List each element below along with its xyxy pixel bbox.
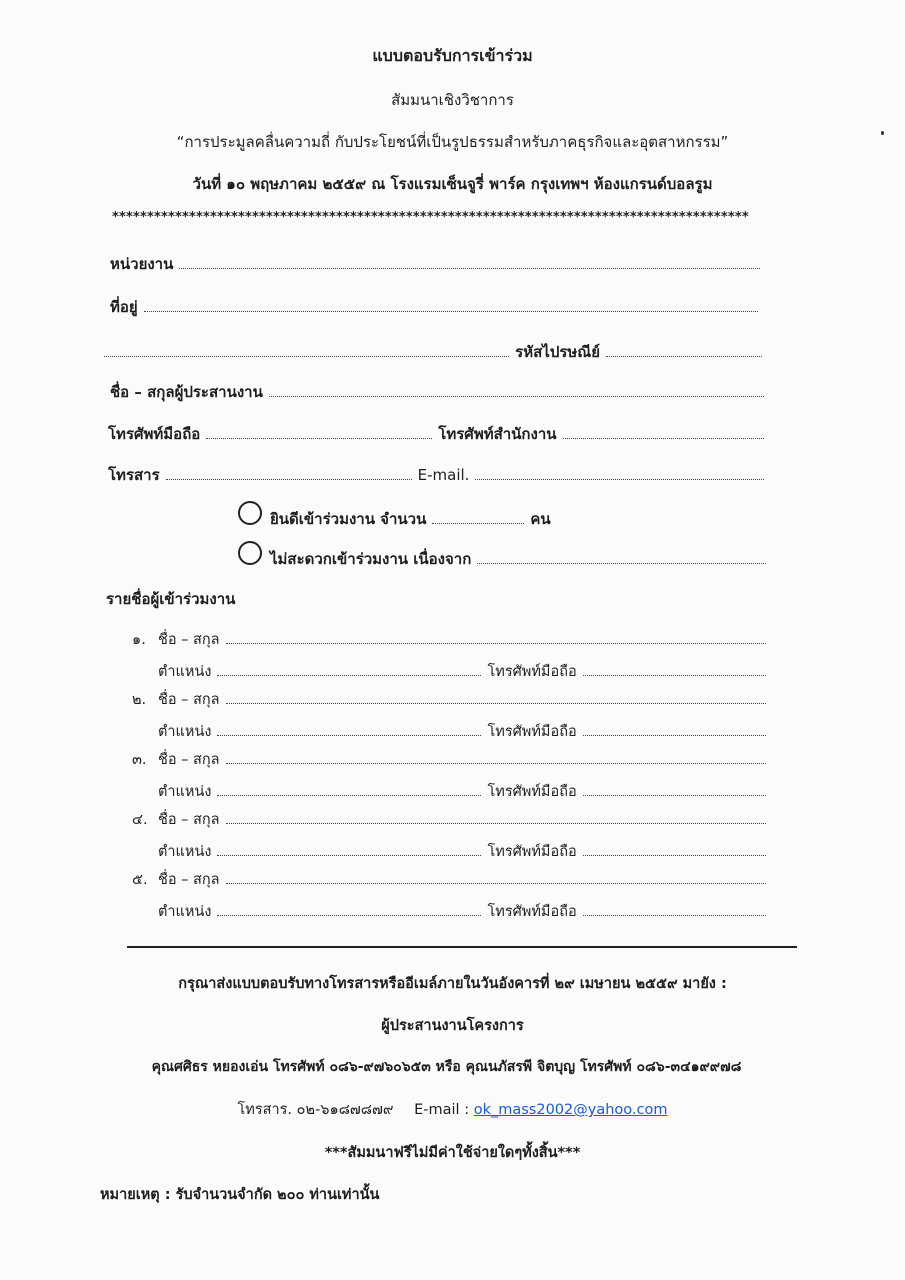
postal-code-field[interactable] (606, 342, 762, 357)
participant-4-name-row (132, 808, 772, 831)
form-title: แบบตอบรับการเข้าร่วม (372, 46, 533, 65)
coordinator-field[interactable] (269, 382, 764, 397)
participant-4-position-field[interactable] (217, 841, 481, 856)
email-label: E-mail : (414, 1102, 470, 1118)
participant-3-position-row (158, 780, 772, 803)
position-label: ตำแหน่ง (158, 784, 212, 800)
fax-email-row (108, 463, 770, 487)
participant-number: ๕. (132, 872, 148, 888)
fax-label: โทรสาร (108, 466, 160, 484)
coordinator-contacts: คุณศศิธร หยองเอ่น โทรศัพท์ ๐๘๖-๙๗๖๐๖๕๓ หรือ คุณนภัสรพี จิตบุญ โทรศัพท์ ๐๘๖-๓๔๑๙๙๗๘ (151, 1059, 742, 1075)
free-seminar-note: ***สัมมนาฟรีไม่มีค่าใช้จ่ายใดๆทั้งสิ้น*** (324, 1145, 581, 1161)
participant-1-name-row (132, 628, 772, 651)
mobile-label: โทรศัพท์มือถือ (487, 784, 577, 800)
participant-2-mobile-field[interactable] (583, 721, 766, 736)
name-label: ชื่อ – สกุล (158, 692, 220, 708)
position-label: ตำแหน่ง (158, 724, 212, 740)
event-details: วันที่ ๑๐ พฤษภาคม ๒๕๕๙ ณ โรงแรมเซ็นจูรี่ พาร์ค กรุงเทพฯ ห้องแกรนด์บอลรูม (192, 175, 713, 193)
seminar-topic: “การประมูลคลื่นความถี่ กับประโยชน์ที่เป็นรูปธรรมสำหรับภาคธุรกิจและอุตสาหกรรม” (176, 133, 729, 151)
address-field[interactable] (144, 297, 758, 312)
name-label: ชื่อ – สกุล (158, 872, 220, 888)
participants-heading: รายชื่อผู้เข้าร่วมงาน (106, 590, 236, 608)
mobile-label: โทรศัพท์มือถือ (487, 724, 577, 740)
decline-row (270, 547, 772, 571)
mobile-label: โทรศัพท์มือถือ (487, 844, 577, 860)
postal-code-label: รหัสไปรษณีย์ (515, 343, 600, 361)
participant-1-mobile-field[interactable] (583, 661, 766, 676)
attend-label: ยินดีเข้าร่วมงาน จำนวน (270, 510, 427, 528)
participant-3-mobile-field[interactable] (583, 781, 766, 796)
mobile-label: โทรศัพท์มือถือ (108, 425, 201, 443)
agency-row (110, 252, 766, 276)
office-phone-field[interactable] (563, 424, 764, 439)
participant-3-name-field[interactable] (226, 749, 766, 764)
remark-note: หมายเหตุ : รับจำนวนจำกัด ๒๐๐ ท่านเท่านั้น (100, 1187, 380, 1203)
attend-count-field[interactable] (432, 509, 524, 524)
position-label: ตำแหน่ง (158, 904, 212, 920)
mobile-label: โทรศัพท์มือถือ (487, 904, 577, 920)
position-label: ตำแหน่ง (158, 844, 212, 860)
coordinator-row (110, 380, 770, 404)
position-label: ตำแหน่ง (158, 664, 212, 680)
participant-2-position-row (158, 720, 772, 743)
fax-field[interactable] (166, 465, 412, 480)
address-row (110, 295, 764, 319)
email-field[interactable] (475, 465, 764, 480)
decline-radio[interactable] (238, 541, 262, 565)
attend-radio[interactable] (238, 501, 262, 525)
name-label: ชื่อ – สกุล (158, 812, 220, 828)
participant-3-name-row (132, 748, 772, 771)
name-label: ชื่อ – สกุล (158, 632, 220, 648)
participant-4-position-row (158, 840, 772, 863)
participant-number: ๑. (132, 632, 146, 648)
agency-label: หน่วยงาน (110, 255, 174, 273)
submission-instruction: กรุณาส่งแบบตอบรับทางโทรสารหรืออีเมล์ภายในวันอังคารที่ ๒๙ เมษายน ๒๕๕๙ มายัง : (178, 976, 727, 992)
participant-1-name-field[interactable] (226, 629, 766, 644)
attend-row (270, 507, 551, 531)
participant-4-name-field[interactable] (226, 809, 766, 824)
participant-number: ๒. (132, 692, 147, 708)
participant-3-position-field[interactable] (217, 781, 481, 796)
attend-unit: คน (530, 510, 551, 528)
mobile-label: โทรศัพท์มือถือ (487, 664, 577, 680)
participant-5-position-field[interactable] (217, 901, 481, 916)
email-label: E-mail. (417, 466, 470, 484)
address-postal-row (104, 340, 768, 364)
agency-field[interactable] (179, 254, 760, 269)
coordinator-label: ชื่อ – สกุลผู้ประสานงาน (110, 383, 263, 401)
address-label: ที่อยู่ (110, 298, 138, 316)
participant-1-position-row (158, 660, 772, 683)
participant-4-mobile-field[interactable] (583, 841, 766, 856)
office-phone-label: โทรศัพท์สำนักงาน (438, 425, 557, 443)
star-divider: ******************************************************************************************* (112, 210, 749, 225)
seminar-subtitle: สัมมนาเชิงวิชาการ (391, 91, 514, 109)
participant-2-name-row (132, 688, 772, 711)
participant-number: ๔. (132, 812, 148, 828)
participant-5-name-row (132, 868, 772, 891)
decline-reason-field[interactable] (477, 549, 766, 564)
scan-speck (881, 131, 884, 135)
participant-5-name-field[interactable] (226, 869, 766, 884)
participant-2-position-field[interactable] (217, 721, 481, 736)
coordinator-heading: ผู้ประสานงานโครงการ (381, 1018, 524, 1034)
participant-5-position-row (158, 900, 772, 923)
mobile-field[interactable] (206, 424, 432, 439)
section-rule (127, 946, 797, 948)
fax-number: ๐๒-๖๑๘๗๘๗๙ (296, 1102, 394, 1118)
participant-number: ๓. (132, 752, 147, 768)
participant-1-position-field[interactable] (217, 661, 481, 676)
participants-heading-row (106, 587, 235, 611)
fax-label: โทรสาร. (237, 1102, 293, 1118)
name-label: ชื่อ – สกุล (158, 752, 220, 768)
address-field-line2[interactable] (104, 342, 509, 357)
participant-5-mobile-field[interactable] (583, 901, 766, 916)
fax-email-line (0, 1098, 905, 1121)
phone-row (108, 422, 770, 446)
email-link[interactable]: ok_mass2002@yahoo.com (473, 1102, 668, 1118)
participant-2-name-field[interactable] (226, 689, 766, 704)
decline-label: ไม่สะดวกเข้าร่วมงาน เนื่องจาก (270, 550, 472, 568)
